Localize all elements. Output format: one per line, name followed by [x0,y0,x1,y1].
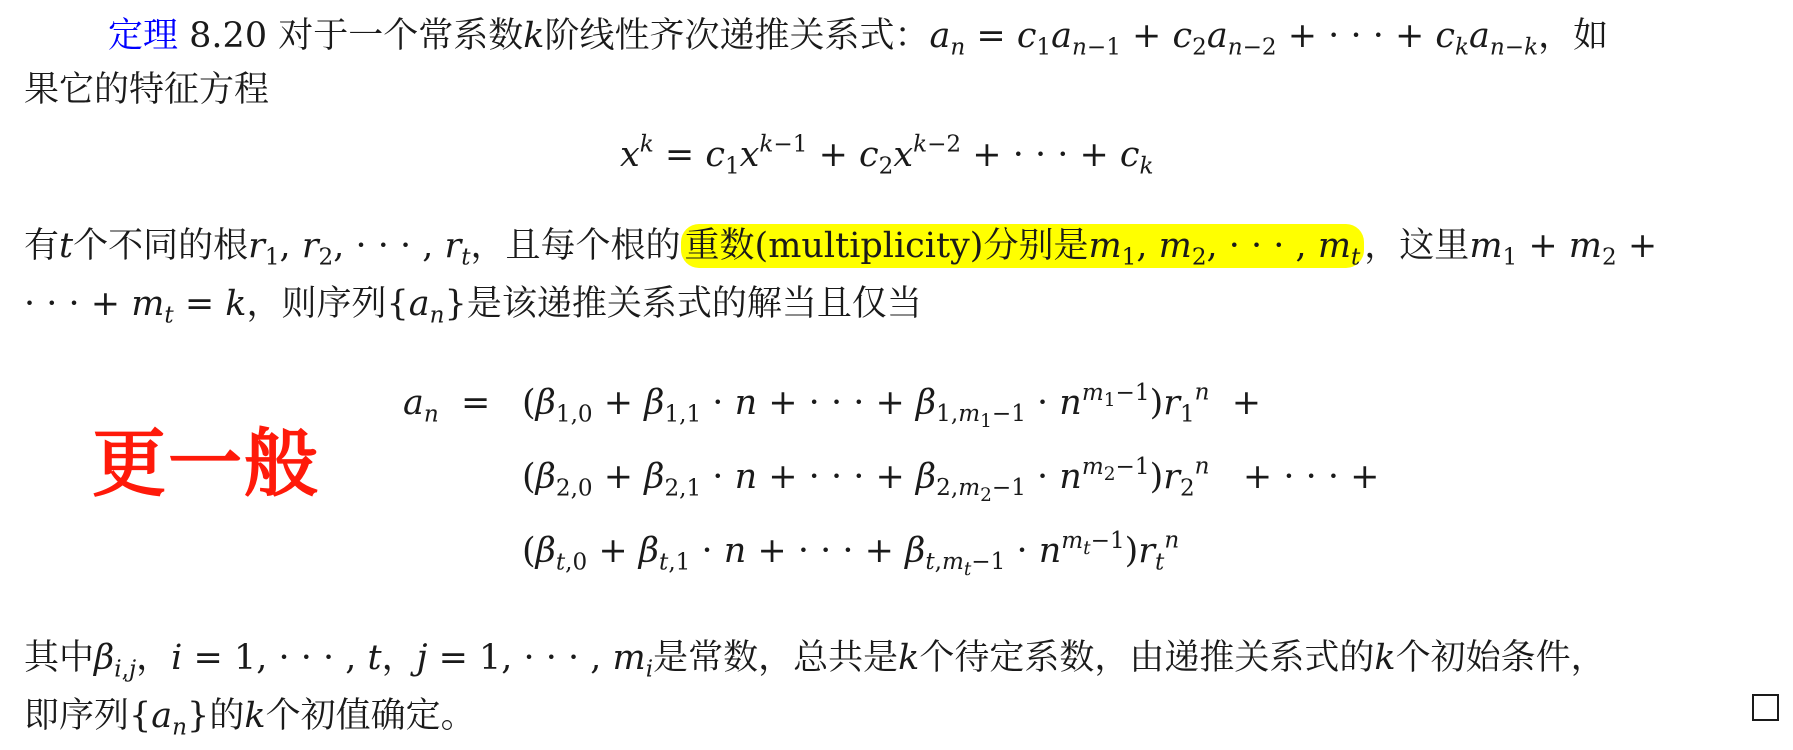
general-solution-row-1: ($\beta_{1,0} + \beta_{1,1} \cdot n$ + · · · + $\beta_{1,m_1-1} \cdot n^{m_1-1})r_1^n$ + [522,379,1262,433]
multiplicity-highlight [681,224,1365,271]
math-k-3: k [1374,638,1396,678]
theorem-line-1 [108,8,1609,61]
beta-ij: $\beta_{i,j}$ [94,638,137,683]
theorem-k-order: 阶线性齐次递推关系式： [544,16,930,56]
characteristic-equation: $x^k = c_1x^{k-1} + c_2x^{k-2}$ + · · · + $c_k$ [620,131,1154,180]
conclusion-part7: 个初值确定。 [265,696,476,736]
more-general-annotation: 更一般 [92,421,320,507]
theorem-intro: 对于一个常系数 [278,16,524,56]
math-k-4: k [244,696,266,736]
conclusion-part4: 个初始条件， [1395,638,1606,678]
conclusion-part6: 的 [209,696,245,736]
theorem-line2-text: 果它的特征方程 [24,70,270,110]
conclusion-part5: 即序列 [24,696,130,736]
highlight-text: 重数(multiplicity)分别是 [684,226,1089,266]
sequence-an: $\{a_n\}$ [386,284,467,329]
recurrence-formula: $a_n = c_1a_{n-1} + c_2a_{n-2}$ + · · · + $c_ka_{n-k}$ [929,16,1539,61]
roots-part5: ，则序列 [246,284,387,324]
conclusion-part2: 是常数，总共是 [653,638,899,678]
math-t: t [59,226,74,266]
roots-part4: ，这里 [1364,226,1470,266]
sum-formula-end: · · · + $m_t = k$ [24,284,247,329]
roots-part2: 个不同的根 [73,226,249,266]
theorem-label: 定理 [108,16,179,56]
general-solution-row-2: ($\beta_{2,0} + \beta_{2,1} \cdot n$ + · · · + $\beta_{2,m_2-1} \cdot n^{m_2-1})r_2^n$ + · · · + [522,453,1380,507]
sum-formula-start: $m_1 + m_2$ + [1469,226,1658,271]
math-k-2: k [898,638,920,678]
theorem-line-2 [24,62,269,112]
theorem-number: 8.20 [189,16,268,56]
conclusion-part1: 其中 [24,638,95,678]
conclusion-line-2 [24,688,476,741]
roots-list: $r_1$, $r_2$, · · · , $r_t$ [248,226,471,271]
math-k: k [523,16,545,56]
general-solution-lhs: $a_n$ = [403,383,491,428]
qed-square [1752,694,1779,721]
general-solution-row-3: ($\beta_{t,0} + \beta_{t,1} \cdot n$ + · · · + $\beta_{t,m_t-1} \cdot n^{m_t-1})r_t^n$ [522,527,1180,581]
multiplicity-list: $m_1$, $m_2$, · · · , $m_t$ [1088,226,1361,271]
conclusion-part3: 个待定系数，由递推关系式的 [919,638,1375,678]
theorem-ru: ，如 [1538,16,1609,56]
conclusion-line-1: 其中$\beta_{i,j}$，i = 1, · · · , t，j = 1, · · · , $m_i$是常数，总共是k个待定系数，由递推关系式的k个初始条件， [24,638,1606,683]
roots-line-2 [24,276,922,329]
roots-line-1 [24,218,1658,271]
index-ranges: i = 1, · · · , t，j = 1, · · · , $m_i$ [171,638,654,683]
roots-part1: 有 [24,226,60,266]
roots-part3: ，且每个根的 [470,226,681,266]
sequence-an-2: $\{a_n\}$ [129,696,210,741]
roots-part6: 是该递推关系式的解当且仅当 [466,284,922,324]
